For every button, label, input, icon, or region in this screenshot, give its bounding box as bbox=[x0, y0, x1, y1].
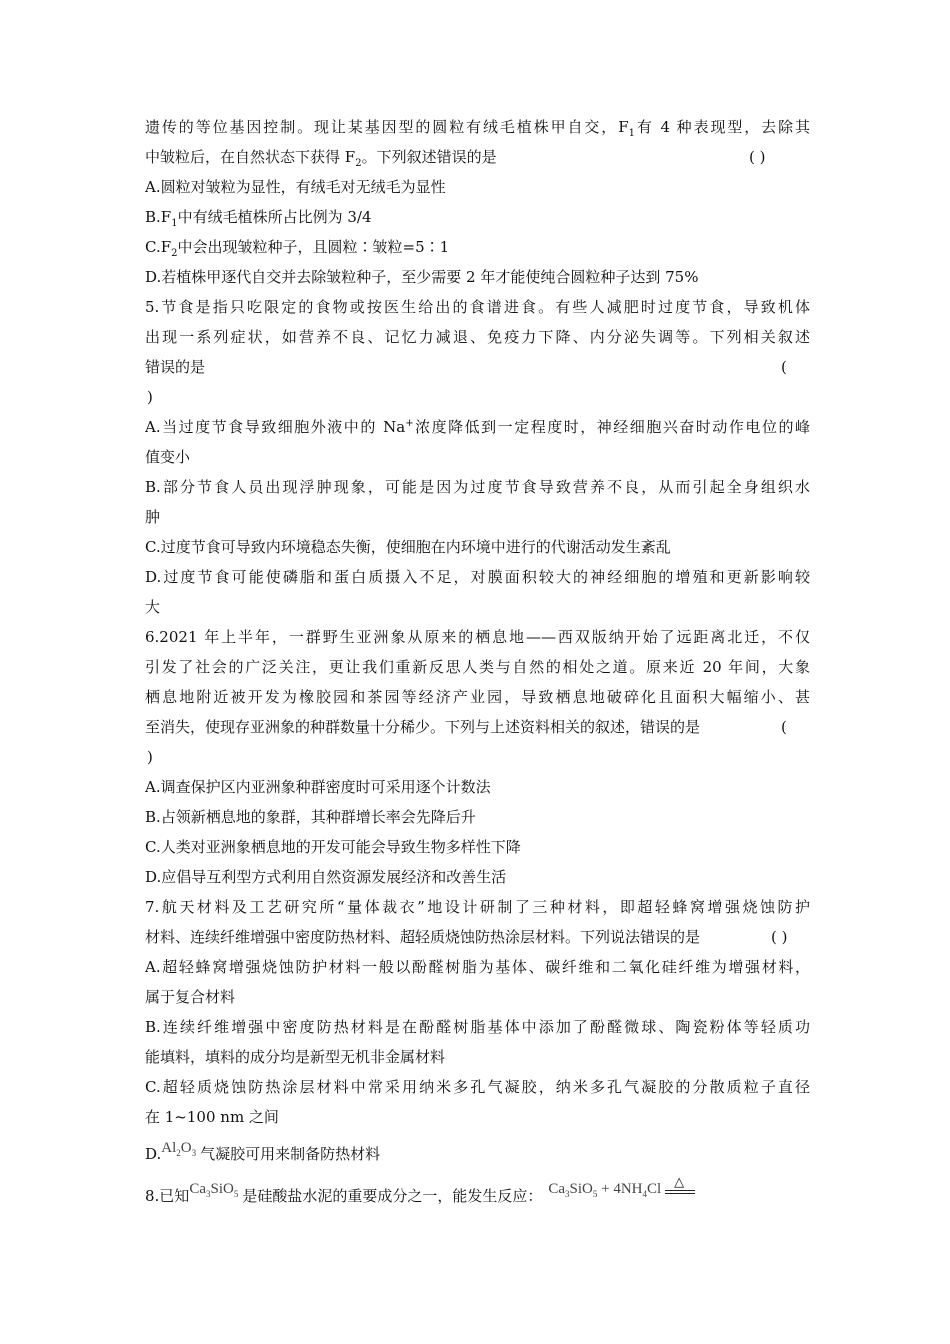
q6-answer-paren-close: ) bbox=[147, 748, 153, 766]
q5-answer-paren-open: ( bbox=[781, 358, 787, 376]
q6-option-c: C.人类对亚洲象栖息地的开发可能会导致生物多样性下降 bbox=[145, 838, 521, 856]
q8-stem: 8.已知$Ca_3SiO_5$ 是硅酸盐水泥的重要成分之一，能发生反应： $Ca_3SiO_5 + 4NH_4Cl$ △ bbox=[145, 1172, 810, 1212]
q7-option-b-line-1: B.连续纤维增强中密度防热材料是在酚醛树脂基体中添加了酚醛微球、陶瓷粉体等轻质功 bbox=[145, 1018, 810, 1036]
q7-option-d: $D.Al_2O_3$ 气凝胶可用来制备防热材料 bbox=[145, 1140, 381, 1163]
q6-option-b: B.占领新栖息地的象群，其种群增长率会先降后升 bbox=[145, 808, 476, 826]
q6-stem-line-2: 引发了社会的广泛关注，更让我们重新反思人类与自然的相处之道。原来近 20 年间，大象 bbox=[145, 658, 810, 676]
q5-option-a-line-2: 值变小 bbox=[145, 448, 191, 466]
document-page bbox=[145, 112, 810, 1212]
ca3sio5-formula: $Ca_3SiO_5$ bbox=[189, 1181, 239, 1199]
q7-stem-line-2: 材料、连续纤维增强中密度防热材料、超轻质烧蚀防热涂层材料。下列说法错误的是 ( ) bbox=[145, 922, 810, 952]
q4-option-a: A.圆粒对皱粒为显性，有绒毛对无绒毛为显性 bbox=[145, 178, 446, 196]
q7-answer-paren: ( ) bbox=[771, 928, 788, 946]
q4-option-d: D.若植株甲逐代自交并去除皱粒种子，至少需要 2 年才能使纯合圆粒种子达到 75% bbox=[145, 268, 699, 286]
q4-answer-paren: ( ) bbox=[749, 148, 766, 166]
q7-option-b-line-2: 能填料，填料的成分均是新型无机非金属材料 bbox=[145, 1048, 446, 1066]
q6-option-a: A.调查保护区内亚洲象种群密度时可采用逐个计数法 bbox=[145, 778, 491, 796]
q5-option-c: C.过度节食可导致内环境稳态失衡，使细胞在内环境中进行的代谢活动发生紊乱 bbox=[145, 538, 671, 556]
q4-stem-line-2: 中皱粒后，在自然状态下获得 $F_2$。下列叙述错误的是 ( ) bbox=[145, 142, 810, 172]
q7-option-c-line-1: C.超轻质烧蚀防热涂层材料中常采用纳米多孔气凝胶，纳米多孔气凝胶的分散质粒子直径 bbox=[145, 1078, 810, 1096]
q6-stem-line-4: 至消失，使现存亚洲象的种群数量十分稀少。下列与上述资料相关的叙述，错误的是 ( bbox=[145, 712, 810, 742]
q5-stem-line-3: 错误的是 ( bbox=[145, 352, 810, 382]
q5-option-b-line-1: B.部分节食人员出现浮肿现象，可能是因为过度节食导致营养不良，从而引起全身组织水 bbox=[145, 478, 810, 496]
q6-stem-line-3: 栖息地附近被开发为橡胶园和茶园等经济产业园，导致栖息地破碎化且面积大幅缩小、甚 bbox=[145, 688, 810, 706]
q7-option-a-line-1: A.超轻蜂窝增强烧蚀防护材料一般以酚醛树脂为基体、碳纤维和二氧化硅纤维为增强材料， bbox=[145, 958, 810, 976]
q4-option-b: $B.F_1$中有绒毛植株所占比例为 3/4 bbox=[145, 208, 372, 229]
q6-answer-paren-open: ( bbox=[781, 718, 787, 736]
heat-reaction-arrow-icon: △ bbox=[665, 1176, 695, 1196]
q6-option-d: D.应倡导互利型方式利用自然资源发展经济和改善生活 bbox=[145, 868, 507, 886]
q5-option-a-line-1: A.当过度节食导致细胞外液中的 Na+浓度降低到一定程度时，神经细胞兴奋时动作电位的峰 bbox=[145, 418, 810, 436]
q4-option-c: $C.F_2$中会出现皱粒种子，且圆粒∶皱粒=5∶1 bbox=[145, 238, 450, 259]
reaction-equation: $Ca_3SiO_5 + 4NH_4Cl$ bbox=[548, 1181, 662, 1199]
q7-option-c-line-2: 在 1~100 nm 之间 bbox=[145, 1108, 279, 1126]
q7-option-a-line-2: 属于复合材料 bbox=[145, 988, 236, 1006]
q5-stem-line-1: 5.节食是指只吃限定的食物或按医生给出的食谱进食。有些人减肥时过度节食，导致机体 bbox=[145, 298, 810, 316]
q5-answer-paren-close: ) bbox=[147, 388, 153, 406]
q5-stem-line-2: 出现一系列症状，如营养不良、记忆力减退、免疫力下降、内分泌失调等。下列相关叙述 bbox=[145, 328, 810, 346]
al2o3-formula: $Al_2O_3$ bbox=[161, 1140, 197, 1158]
q5-option-b-line-2: 肿 bbox=[145, 508, 161, 526]
q4-stem-line-1: 遗传的等位基因控制。现让某基因型的圆粒有绒毛植株甲自交，$F_1$有 4 种表现型，去除其 bbox=[145, 118, 810, 139]
q5-option-d-line-1: D.过度节食可能使磷脂和蛋白质摄入不足，对膜面积较大的神经细胞的增殖和更新影响较 bbox=[145, 568, 810, 586]
q7-stem-line-1: 7.航天材料及工艺研究所“量体裁衣”地设计研制了三种材料，即超轻蜂窝增强烧蚀防护 bbox=[145, 898, 810, 916]
q6-stem-line-1: 6.2021 年上半年，一群野生亚洲象从原来的栖息地——西双版纳开始了远距离北迁，不仅 bbox=[145, 628, 810, 646]
q5-option-d-line-2: 大 bbox=[145, 598, 161, 616]
